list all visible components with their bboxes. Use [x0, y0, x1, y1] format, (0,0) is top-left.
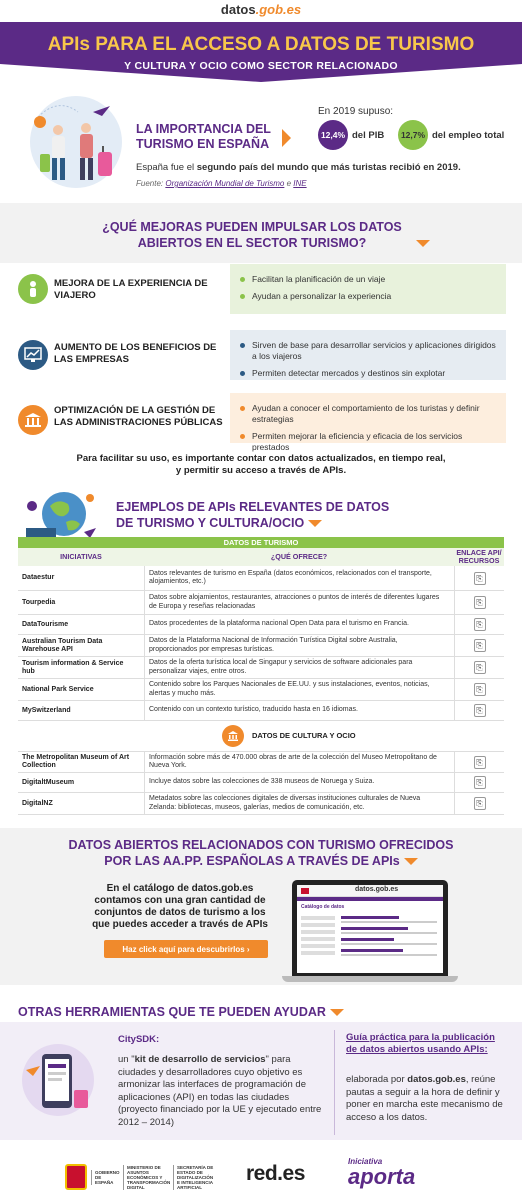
table-row	[18, 566, 504, 591]
pib-stat-label: del PIB	[352, 130, 385, 141]
datos-gob-logo[interactable]	[0, 0, 522, 22]
table-row	[18, 773, 504, 793]
guia-text	[346, 1074, 508, 1124]
benefit-box-empresas	[230, 330, 506, 380]
citysdk-text	[118, 1054, 328, 1129]
empleo-stat-label: del empleo total	[432, 130, 505, 141]
row-link-cell	[454, 635, 504, 656]
benefit-box-viajero	[230, 264, 506, 314]
row-link-cell	[454, 566, 504, 590]
benefit-point: Permiten mejorar la eficiencia y eficacia de los servicios prestados	[240, 431, 496, 453]
source-and: e	[284, 179, 294, 188]
table-row	[18, 701, 504, 721]
row-desc: Datos procedentes de la plataforma nacional Open Data para el turismo en Francia.	[144, 615, 444, 634]
row-link-cell	[454, 773, 504, 792]
mejoras-note	[0, 453, 522, 477]
page-title: APIs PARA EL ACCESO A DATOS DE TURISMO	[47, 34, 475, 55]
triangle-down-icon	[404, 858, 418, 865]
screen-sidebar	[301, 913, 335, 969]
travelers-illustration	[18, 92, 126, 197]
importance-source	[136, 179, 307, 188]
citysdk-post: " para ciudades y desarrolladores cuyo objetivo es armonizar las interfaces de programación de aplicaciones (API) en todas las ciudades (proyecto financiado por la UE y ejecutado entre 2012 – 2014)	[118, 1054, 322, 1128]
laptop-screen	[297, 885, 443, 973]
note-line: Para facilitar su uso, es importante contar con datos actualizados, en tiempo real,	[76, 453, 446, 464]
importance-text	[136, 162, 496, 173]
importance-text-pre: España fue el	[136, 162, 197, 173]
aapp-title-line: DATOS ABIERTOS RELACIONADOS CON TURISMO OFRECIDOS	[68, 838, 454, 852]
gov-label: GOBIERNO DE ESPAÑA	[91, 1170, 119, 1185]
aapp-title-text: POR LAS AA.PP. ESPAÑOLAS A TRAVÉS DE APIs	[104, 854, 400, 868]
table-header	[18, 548, 504, 566]
globe-laptop-illustration	[20, 488, 100, 543]
ejemplos-title	[116, 499, 496, 531]
row-desc: Contenido con un contexto turístico, traducido hasta en 16 idiomas.	[144, 701, 444, 720]
triangle-down-icon	[308, 520, 322, 527]
row-name: National Park Service	[22, 685, 94, 693]
row-name: The Metropolitan Museum of Art Collection	[22, 754, 130, 769]
link-icon[interactable]: ⎘	[474, 639, 486, 652]
flag-icon	[301, 888, 309, 894]
tourism-table-title: DATOS DE TURISMO	[18, 537, 504, 548]
row-desc: Datos relevantes de turismo en España (datos económicos, relacionados con el transporte, alojamientos, etc.)	[144, 566, 444, 590]
arrow-right-icon	[282, 129, 291, 147]
link-icon[interactable]: ⎘	[474, 704, 486, 717]
museum-icon	[222, 725, 244, 747]
row-link-cell	[454, 793, 504, 814]
row-name: Dataestur	[22, 574, 55, 581]
empleo-stat-circle: 12,7%	[398, 120, 428, 150]
laptop-base	[282, 976, 458, 982]
row-desc: Información sobre más de 470.000 obras de arte de la colección del Museo Metropolitano de Nueva York.	[144, 752, 444, 772]
page-subtitle: Y CULTURA Y OCIO COMO SECTOR RELACIONADO	[124, 60, 398, 72]
benefit-title-viajero: MEJORA DE LA EXPERIENCIA DE VIAJERO	[54, 278, 208, 301]
screen-header	[297, 885, 443, 897]
link-icon[interactable]: ⎘	[474, 596, 486, 609]
table-row	[18, 635, 504, 657]
aapp-text: En el catálogo de datos.gob.es contamos con una gran cantidad de conjuntos de datos de turismo a los que puedes acceder a través de APIs	[92, 883, 268, 930]
benefit-title-administraciones: OPTIMIZACIÓN DE LA GESTIÓN DE LAS ADMINISTRACIONES PÚBLICAS	[54, 405, 223, 428]
logo-main-text: datos	[220, 2, 256, 17]
screen-logo: datos.gob.es	[355, 886, 399, 893]
laptop-screenshot	[282, 880, 458, 984]
aapp-title-line-2	[0, 853, 522, 869]
link-icon[interactable]: ⎘	[474, 661, 486, 674]
row-name: DataTourisme	[22, 620, 69, 628]
benefit-point: Facilitan la planificación de un viaje	[240, 274, 496, 285]
otras-title-text: OTRAS HERRAMIENTAS QUE TE PUEDEN AYUDAR	[18, 1005, 326, 1019]
table-row	[18, 657, 504, 679]
col-header-iniciativas: INICIATIVAS	[60, 552, 102, 561]
discover-button-label: Haz click aquí para descubrirlos	[122, 944, 245, 954]
government-logo	[65, 1163, 215, 1191]
guia-post: , reúne pautas a seguir a la hora de definir y poner en marcha este mecanismo de acceso a los datos.	[346, 1074, 503, 1123]
benefit-title-empresas: AUMENTO DE LOS BENEFICIOS DE LAS EMPRESAS	[54, 342, 217, 365]
traveler-icon	[18, 274, 48, 304]
spain-coat-of-arms-icon	[65, 1164, 87, 1190]
aapp-title	[0, 837, 522, 869]
row-name: Tourpedia	[22, 598, 56, 606]
row-link-cell	[454, 701, 504, 720]
row-link-cell	[454, 752, 504, 772]
mobile-travel-illustration	[18, 1040, 96, 1120]
aporta-big: aporta	[348, 1164, 416, 1189]
triangle-down-icon	[416, 240, 430, 247]
benefit-point: Sirven de base para desarrollar servicios y aplicaciones dirigidos a los viajeros	[240, 340, 496, 362]
source-label: Fuente:	[136, 179, 166, 188]
guia-pre: elaborada por	[346, 1074, 408, 1085]
mejoras-title-text: ¿QUÉ MEJORAS PUEDEN IMPULSAR LOS DATOS ABIERTOS EN EL SECTOR TURISMO?	[102, 220, 402, 250]
chevron-right-icon: ›	[246, 944, 250, 954]
benefit-point: Ayudan a conocer el comportamiento de los turistas y definir estrategias	[240, 403, 496, 425]
benefit-point: Ayudan a personalizar la experiencia	[240, 291, 496, 302]
importance-supuso: En 2019 supuso:	[318, 106, 394, 117]
link-icon[interactable]: ⎘	[474, 797, 486, 810]
redes-logo: red.es	[246, 1162, 305, 1185]
culture-table-title: DATOS DE CULTURA Y OCIO	[252, 731, 356, 740]
table-row	[18, 793, 504, 815]
table-row	[18, 591, 504, 615]
citysdk-bold: kit de desarrollo de servicios	[134, 1054, 266, 1065]
link-icon[interactable]: ⎘	[474, 572, 486, 585]
guia-bold: datos.gob.es	[407, 1074, 466, 1085]
screen-list	[341, 913, 437, 969]
link-icon[interactable]: ⎘	[474, 756, 486, 769]
importance-title: LA IMPORTANCIA DEL TURISMO EN ESPAÑA	[136, 122, 271, 151]
ministry-label: MINISTERIO DE ASUNTOS ECONÓMICOS Y TRANSFORMACIÓN DIGITAL	[123, 1165, 169, 1190]
importance-text-bold: segundo país del mundo que más turistas recibió en 2019.	[196, 162, 461, 173]
logo-gob-text: .gob.es	[255, 2, 302, 17]
ejemplos-title-text: DE TURISMO Y CULTURA/OCIO	[116, 516, 305, 530]
government-building-icon	[18, 405, 48, 435]
ejemplos-title-line-2	[116, 515, 496, 531]
row-link-cell	[454, 679, 504, 700]
chart-monitor-icon	[18, 340, 48, 370]
col-header-ofrece: ¿QUÉ OFRECE?	[270, 552, 328, 561]
row-name: MySwitzerland	[22, 706, 71, 714]
source-ine-link[interactable]: INE	[293, 179, 307, 188]
link-icon[interactable]: ⎘	[474, 618, 486, 631]
aporta-logo	[348, 1157, 448, 1188]
row-desc: Metadatos sobre las colecciones digitales de diversas instituciones culturales de Nueva Zelanda: bibliotecas, museos, galerías, medios de comunicación, etc.	[144, 793, 444, 814]
citysdk-title[interactable]: CitySDK:	[118, 1034, 160, 1045]
benefit-point: Permiten detectar mercados y destinos sin explotar	[240, 368, 496, 379]
row-name: Tourism information & Service hub	[22, 659, 124, 675]
triangle-down-icon	[330, 1009, 344, 1016]
benefit-box-administraciones	[230, 393, 506, 452]
row-name: DigitalNZ	[22, 799, 53, 807]
row-desc: Datos de la Plataforma Nacional de Información Turística Digital sobre Australia, proporcionados por empresas turísticas.	[144, 635, 444, 656]
citysdk-pre: un "	[118, 1054, 135, 1065]
discover-button[interactable]	[104, 940, 268, 958]
secretaria-label: SECRETARÍA DE ESTADO DE DIGITALIZACIÓN E INTELIGENCIA ARTIFICIAL	[173, 1165, 215, 1190]
ejemplos-title-line: EJEMPLOS DE APIs RELEVANTES DE DATOS	[116, 500, 390, 514]
row-link-cell	[454, 615, 504, 634]
guia-title-link[interactable]: Guía práctica para la publicación de datos abiertos usando APIs:	[346, 1032, 495, 1055]
row-desc: Datos sobre alojamientos, restaurantes, atracciones o puntos de interés de diferentes lugares de Europa y reseñas relacionadas	[144, 591, 444, 614]
aporta-small: Iniciativa	[348, 1157, 383, 1166]
row-desc: Incluye datos sobre las colecciones de 338 museos de Noruega y Suiza.	[144, 773, 444, 792]
divider	[334, 1030, 335, 1135]
col-header-enlace: ENLACE API/ RECURSOS	[456, 548, 502, 565]
table-row	[18, 615, 504, 635]
row-name: DigitaltMuseum	[22, 778, 75, 786]
table-row	[18, 751, 504, 773]
link-icon[interactable]: ⎘	[474, 776, 486, 789]
row-name: Australian Tourism Data Warehouse API	[22, 637, 103, 653]
link-icon[interactable]: ⎘	[474, 683, 486, 696]
row-desc: Contenido sobre los Parques Nacionales de EE.UU. y sus instalaciones, eventos, noticias, alertas y mucho más.	[144, 679, 444, 700]
table-row	[18, 679, 504, 701]
pib-stat-circle: 12,4%	[318, 120, 348, 150]
note-line: y permitir su acceso a través de APIs.	[175, 465, 347, 476]
otras-title	[18, 1005, 344, 1019]
mejoras-title	[0, 219, 522, 251]
row-link-cell	[454, 657, 504, 678]
screen-heading: Catálogo de datos	[301, 904, 345, 910]
source-omt-link[interactable]: Organización Mundial de Turismo	[165, 179, 285, 188]
row-desc: Datos de la oferta turística local de Singapur y servicios de software adicionales para personalizar viajes, entre otros.	[144, 657, 444, 678]
row-link-cell	[454, 591, 504, 614]
